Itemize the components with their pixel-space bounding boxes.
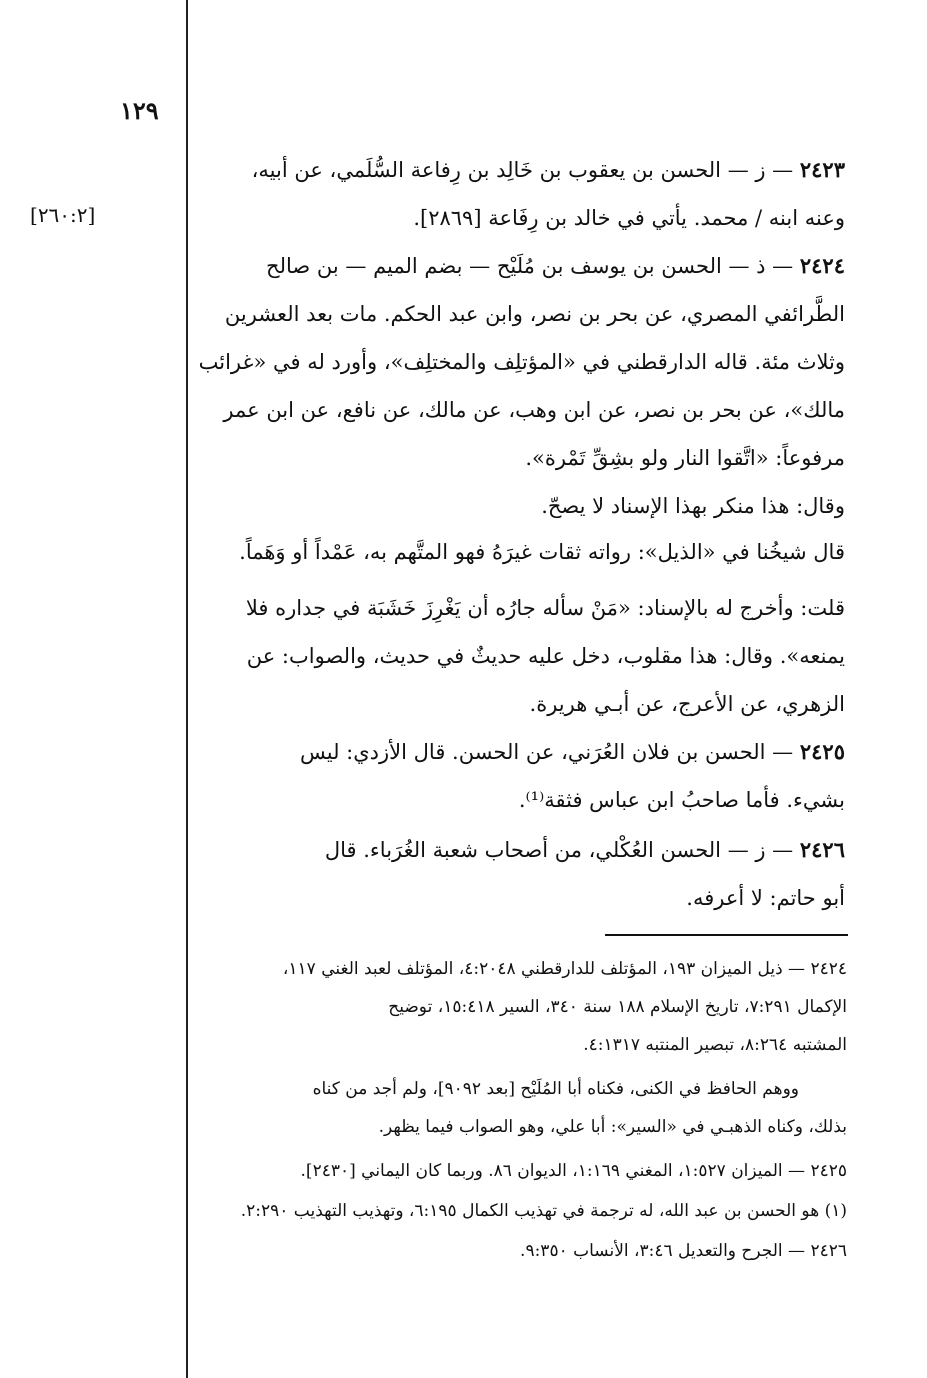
entry-2426	[118, 826, 845, 922]
entry-line: أبو حاتم: لا أعرفه.	[686, 886, 845, 910]
entry-line: قال شيخُنا في «الذيل»: رواته ثقات غيرَهُ فهو المتَّهم به، عَمْداً أو وَهَماً.	[239, 540, 845, 564]
paragraph-qultu	[118, 584, 845, 728]
footnote-2426	[118, 1232, 847, 1270]
footnote-2424-note	[118, 1070, 847, 1146]
entry-line: ٢٤٢٥ — الحسن بن فلان العُرَني، عن الحسن. قال الأزدي: ليس	[299, 739, 845, 764]
page-number: ١٢٩	[120, 96, 159, 125]
entry-line: الطَّرائفي المصري، عن بحر بن نصر، وابن عبد الحكم. مات بعد العشرين	[224, 302, 845, 326]
footnote-line: ٢٤٢٥ — الميزان ١:٥٢٧، المغني ١:١٦٩، الديوان ٨٦. وربما كان اليماني [٢٤٣٠].	[300, 1161, 847, 1181]
footnote-line: المشتبه ٨:٢٦٤، تبصير المنتبه ٤:١٣١٧.	[583, 1035, 847, 1055]
entry-number: ٢٤٢٣	[799, 157, 845, 182]
footnote-line: ٢٤٢٤ — ذيل الميزان ١٩٣، المؤتلف للدارقطني ٤:٢٠٤٨، المؤتلف لعبد الغني ١١٧،	[282, 959, 847, 979]
footnote-2425	[118, 1152, 847, 1190]
footnote-1	[118, 1192, 847, 1230]
paragraph-dhayl	[118, 528, 845, 576]
footnote-separator	[605, 934, 848, 936]
entry-2424	[118, 242, 845, 482]
paragraph-comment	[118, 482, 845, 530]
entry-line: ٢٤٢٤ — ذ — الحسن بن يوسف بن مُلَيْح — بضم الميم — بن صالح	[266, 253, 845, 278]
entry-number: ٢٤٢٥	[799, 739, 845, 764]
entry-line: مالك»، عن بحر بن نصر، عن ابن وهب، عن مالك، عن نافع، عن ابن عمر	[223, 398, 845, 422]
entry-line: ٢٤٢٣ — ز — الحسن بن يعقوب بن خَالِد بن رِفاعة السُّلَمي، عن أبيه،	[251, 157, 845, 182]
entry-line: وثلاث مئة. قاله الدارقطني في «المؤتلِف والمختلِف»، وأورد له في «غرائب	[198, 350, 845, 374]
entry-line: ٢٤٢٦ — ز — الحسن العُكْلي، من أصحاب شعبة الغُرَباء. قال	[324, 837, 845, 862]
entry-line: الزهري، عن الأعرج، عن أبـي هريرة.	[529, 692, 845, 716]
entry-line: قلت: وأخرج له بالإسناد: «مَنْ سأله جارُه أن يَغْرِزَ خَشَبَة في جداره فلا	[245, 596, 845, 620]
footnote-2424	[118, 950, 847, 1064]
entry-line: وقال: هذا منكر بهذا الإسناد لا يصحّ.	[541, 494, 845, 518]
margin-volume-reference: [٢٦٠:٢]	[30, 203, 96, 227]
entry-line: يمنعه». وقال: هذا مقلوب، دخل عليه حديثٌ في حديث، والصواب: عن	[246, 644, 845, 668]
footnote-line: ٢٤٢٦ — الجرح والتعديل ٣:٤٦، الأنساب ٩:٣٥٠.	[520, 1241, 847, 1261]
entry-line: وعنه ابنه / محمد. يأتي في خالد بن رِفَاعة [٢٨٦٩].	[413, 206, 845, 230]
entry-2423	[118, 146, 845, 242]
footnote-line: بذلك، وكناه الذهبـي في «السير»: أبا علي، وهو الصواب فيما يظهر.	[378, 1117, 847, 1137]
footnote-line: ووهم الحافظ في الكنى، فكناه أبا المُلَيْح [بعد ٩٠٩٢]، ولم أجد من كناه	[312, 1079, 799, 1099]
entry-line: مرفوعاً: «اتَّقوا النار ولو بشِقِّ تَمْرة».	[525, 446, 845, 470]
entry-number: ٢٤٢٤	[799, 253, 845, 278]
footnote-line: الإكمال ٧:٢٩١، تاريخ الإسلام ١٨٨ سنة ٣٤٠، السير ١٥:٤١٨، توضيح	[388, 997, 847, 1017]
entry-number: ٢٤٢٦	[799, 837, 845, 862]
entry-2425	[118, 728, 845, 824]
footnote-line: (١) هو الحسن بن عبد الله، له ترجمة في تهذيب الكمال ٦:١٩٥، وتهذيب التهذيب ٢:٢٩٠.	[240, 1201, 847, 1221]
entry-line: بشيء. فأما صاحبُ ابن عباس فثقة⁽¹⁾.	[518, 788, 845, 812]
